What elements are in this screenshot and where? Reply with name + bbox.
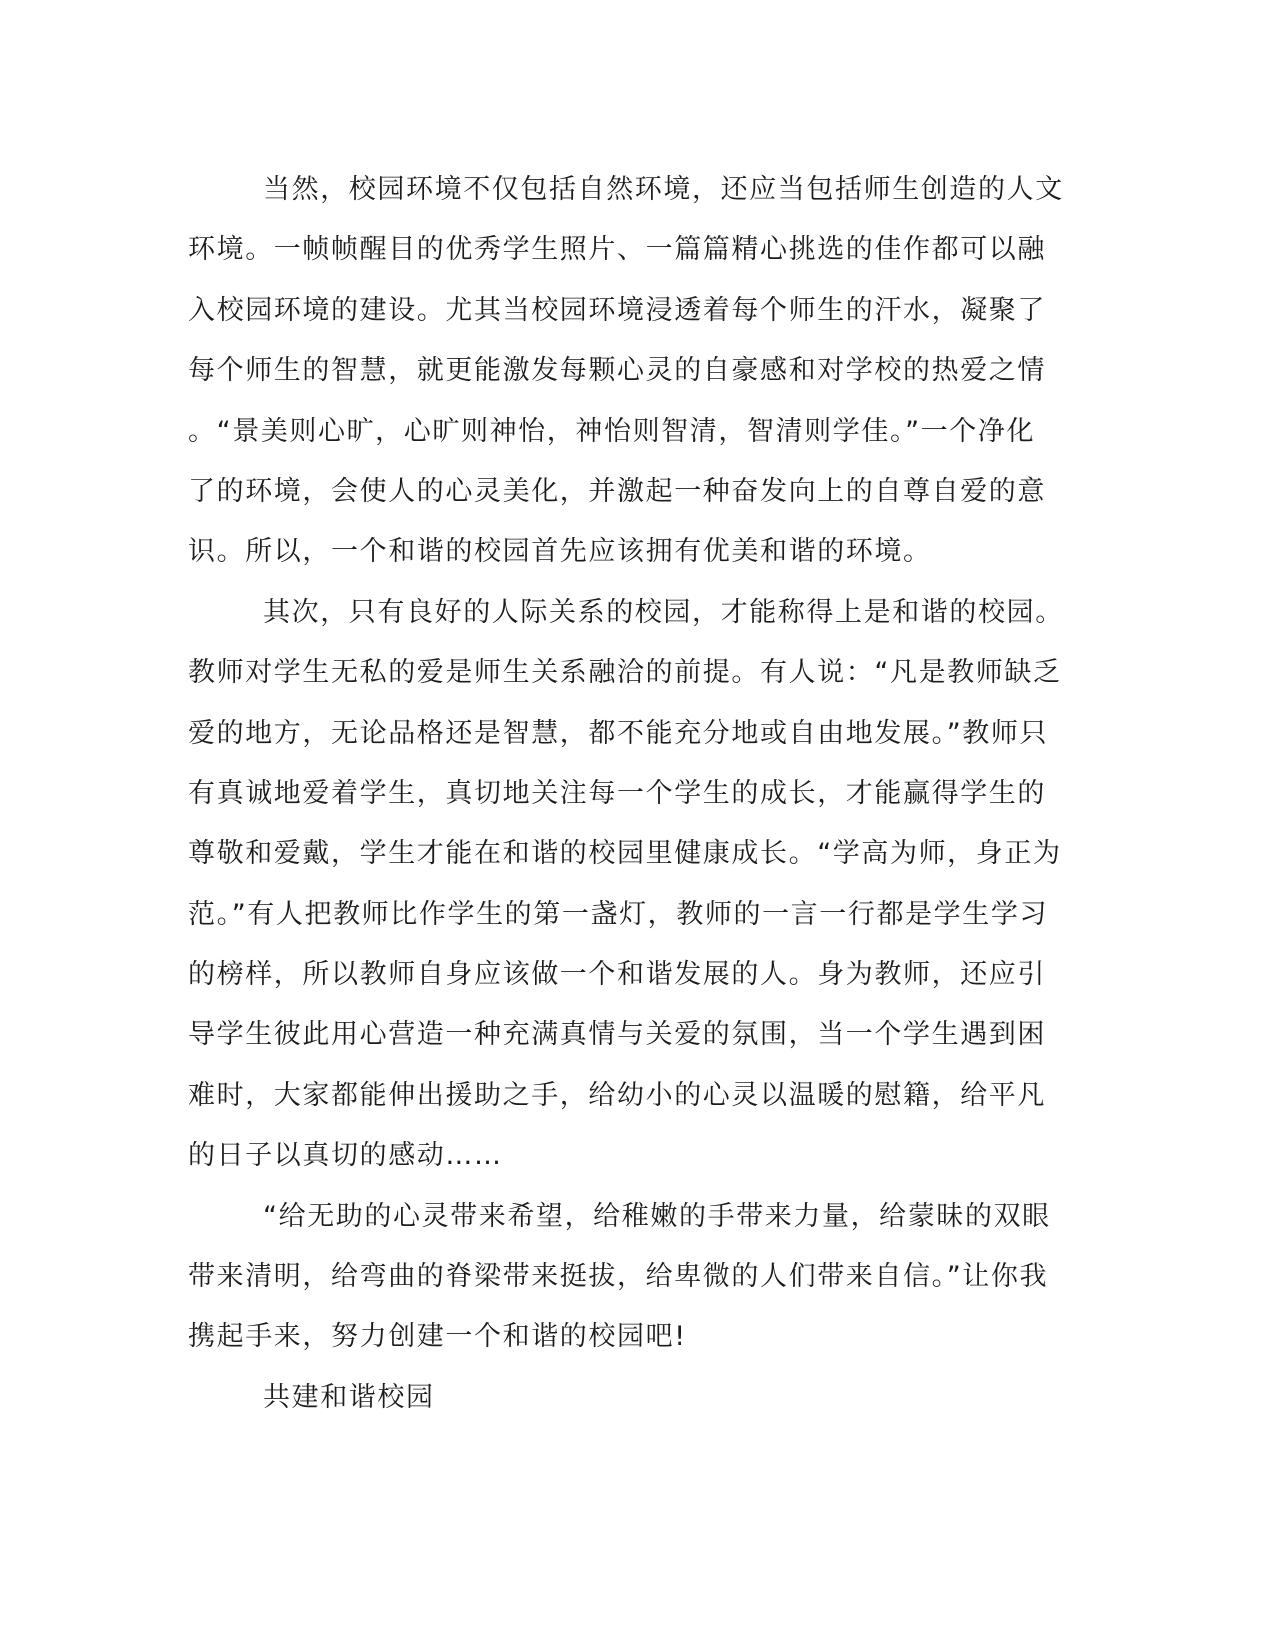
- text-line: 难时，大家都能伸出援助之手，给幼小的心灵以温暖的慰籍，给平凡: [188, 1079, 1046, 1111]
- text-line: 每个师生的智慧，就更能激发每颗心灵的自豪感和对学校的热爱之情: [188, 355, 1046, 387]
- text-line: 携起手来，努力创建一个和谐的校园吧!: [188, 1321, 687, 1353]
- text-line: 带来清明，给弯曲的脊梁带来挺拔，给卑微的人们带来自信。”让你我: [188, 1261, 1049, 1293]
- text-line: 的榜样，所以教师自身应该做一个和谐发展的人。身为教师，还应引: [188, 959, 1046, 991]
- text-line: 了的环境，会使人的心灵美化，并激起一种奋发向上的自尊自爱的意: [188, 475, 1046, 507]
- text-line: 的日子以真切的感动……: [188, 1140, 503, 1172]
- text-line: 。“景美则心旷，心旷则神怡，神怡则智清，智清则学佳。”一个净化: [188, 415, 1036, 447]
- text-line: 尊敬和爱戴，学生才能在和谐的校园里健康成长。“学高为师，身正为: [188, 838, 1062, 870]
- text-line: 当然，校园环境不仅包括自然环境，还应当包括师生创造的人文: [263, 174, 1064, 205]
- text-line: “给无助的心灵带来希望，给稚嫩的手带来力量，给蒙昧的双眼: [263, 1200, 1051, 1232]
- text-line: 范。”有人把教师比作学生的第一盏灯，教师的一言一行都是学生学习: [188, 898, 1049, 930]
- text-line: 教师对学生无私的爱是师生关系融洽的前提。有人说：“凡是教师缺乏: [188, 657, 1062, 689]
- document-body: [188, 160, 1068, 1428]
- text-line: 环境。一帧帧醒目的优秀学生照片、一篇篇精心挑选的佳作都可以融: [188, 234, 1046, 266]
- text-line: 其次，只有良好的人际关系的校园，才能称得上是和谐的校园。: [263, 596, 1064, 628]
- section-title: 共建和谐校园: [263, 1381, 435, 1413]
- text-line: 导学生彼此用心营造一种充满真情与关爱的氛围，当一个学生遇到困: [188, 1019, 1046, 1051]
- text-line: 识。所以，一个和谐的校园首先应该拥有优美和谐的环境。: [188, 536, 932, 568]
- text-line: 入校园环境的建设。尤其当校园环境浸透着每个师生的汗水，凝聚了: [188, 294, 1046, 326]
- text-line: 爱的地方，无论品格还是智慧，都不能充分地或自由地发展。”教师只: [188, 717, 1049, 749]
- text-line: 有真诚地爱着学生，真切地关注每一个学生的成长，才能赢得学生的: [188, 777, 1046, 809]
